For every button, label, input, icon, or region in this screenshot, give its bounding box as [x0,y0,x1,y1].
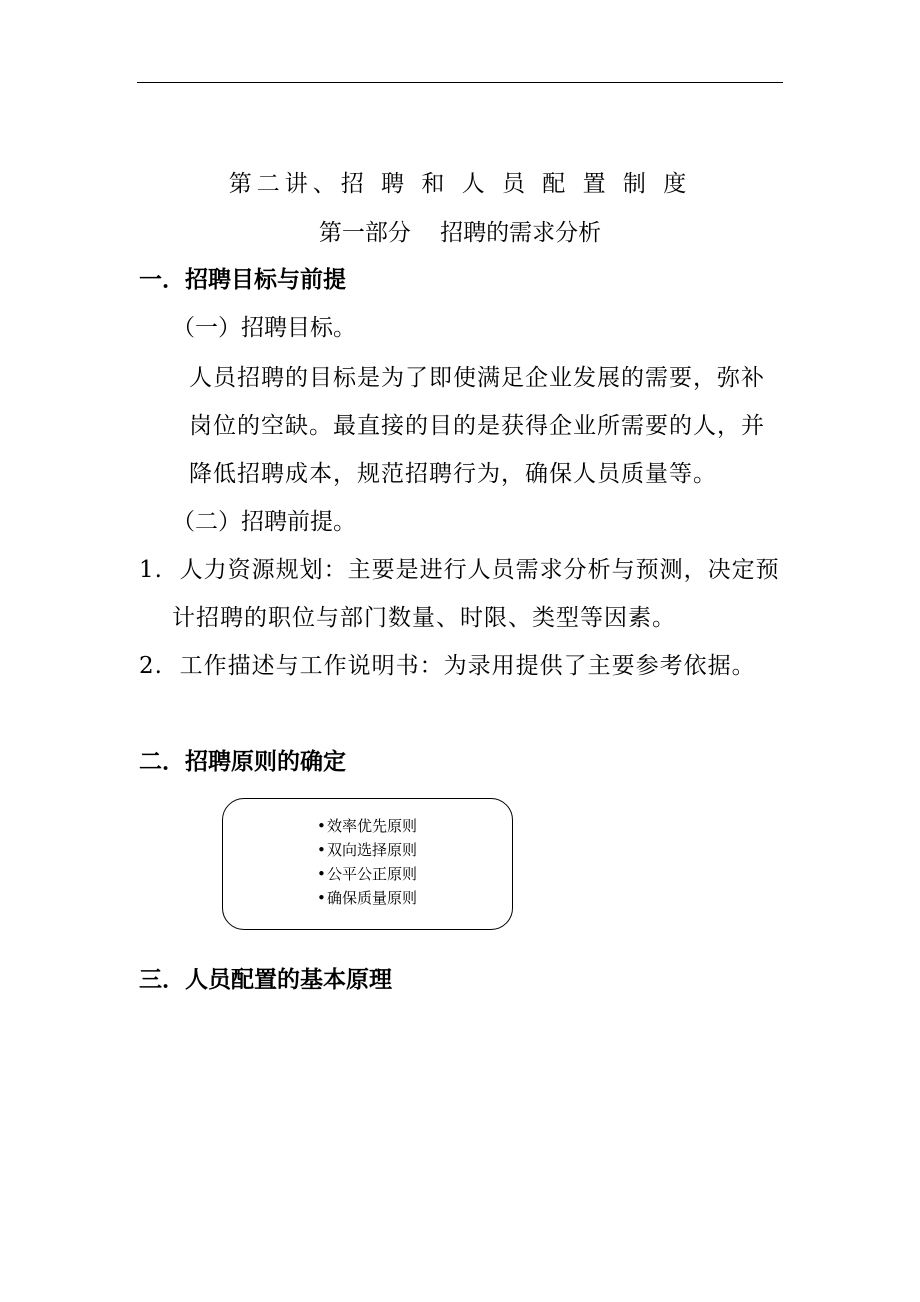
subsection-goal: （一）招聘目标。 [172,315,356,341]
bullet-icon: • [317,889,326,907]
principles-list [317,814,417,910]
bullet-icon: • [317,841,326,859]
page-title: 第二讲、招 聘 和 人 员 配 置 制 度 [228,171,692,197]
subsection-premise: （二）招聘前提。 [172,509,356,535]
list-item-continuation: 计招聘的职位与部门数量、时限、类型等因素。 [172,605,676,631]
principle-label: 效率优先原则 [327,817,418,835]
principle-label: 公平公正原则 [327,865,418,883]
list-item: 2. 工作描述与工作说明书：为录用提供了主要参考依据。 [139,653,756,679]
section-3-heading: 三．人员配置的基本原理 [139,967,392,993]
list-item [317,814,417,838]
page-subtitle: 第一部分 招聘的需求分析 [318,220,602,246]
list-item [317,838,417,862]
bullet-icon: • [317,865,326,883]
section-1-heading: 一．招聘目标与前提 [139,267,346,293]
list-item: 1. 人力资源规划：主要是进行人员需求分析与预测，决定预 [139,557,780,583]
list-item [317,886,417,910]
header-rule [137,82,783,83]
list-item [317,862,417,886]
principles-box [222,798,513,930]
paragraph-line: 人员招聘的目标是为了即使满足企业发展的需要，弥补 [189,365,765,391]
principle-label: 双向选择原则 [327,841,418,859]
section-2-heading: 二．招聘原则的确定 [139,749,346,775]
paragraph-line: 岗位的空缺。最直接的目的是获得企业所需要的人，并 [189,413,765,439]
bullet-icon: • [317,817,326,835]
paragraph-line: 降低招聘成本，规范招聘行为，确保人员质量等。 [189,461,717,487]
principle-label: 确保质量原则 [327,889,418,907]
